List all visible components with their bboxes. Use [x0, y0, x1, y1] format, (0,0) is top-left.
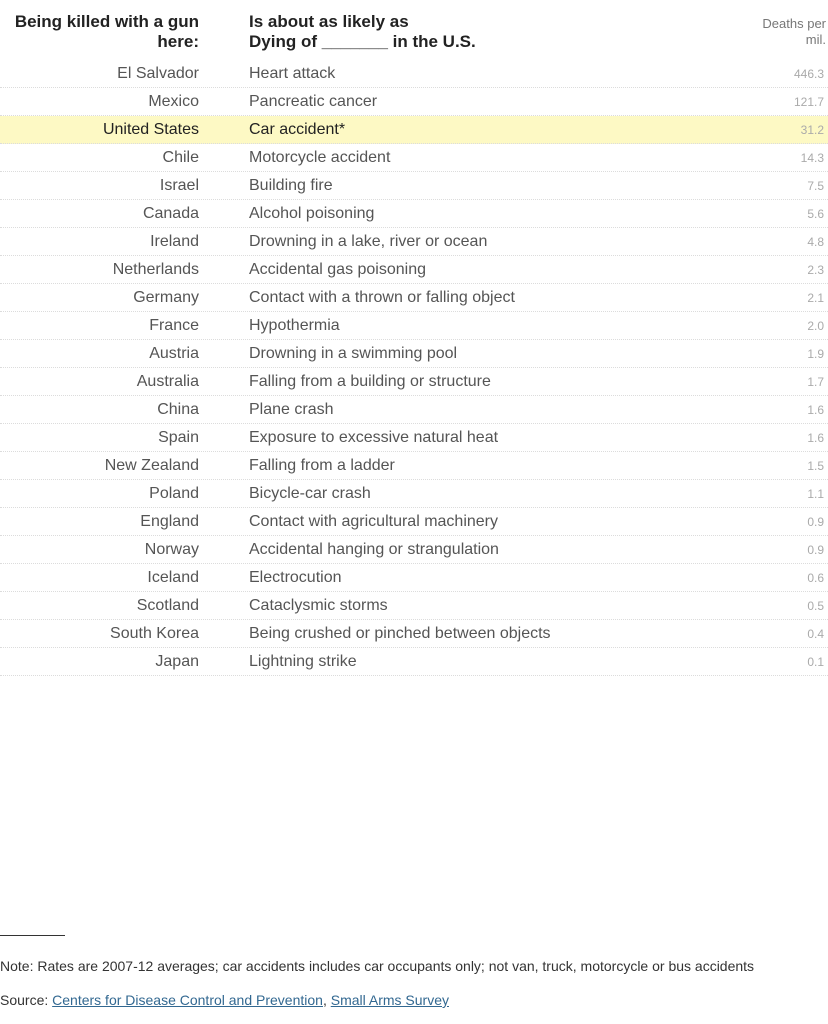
rate-cell: 7.5 [807, 179, 824, 193]
country-cell: Canada [142, 205, 199, 222]
source-separator: , [322, 992, 327, 1008]
table-row [0, 396, 828, 424]
table-row [0, 480, 828, 508]
cause-cell: Alcohol poisoning [249, 205, 375, 222]
rate-cell: 2.1 [807, 291, 824, 305]
rate-cell: 446.3 [793, 67, 824, 81]
country-cell: Scotland [136, 597, 199, 614]
table-row [0, 508, 828, 536]
country-cell: Netherlands [112, 261, 199, 278]
rate-cell: 31.2 [800, 123, 824, 137]
table-row [0, 60, 828, 88]
country-cell: Poland [149, 485, 199, 502]
rate-cell: 2.3 [807, 263, 824, 277]
country-cell: El Salvador [117, 65, 199, 82]
table-row [0, 648, 828, 676]
table-header [0, 12, 828, 62]
country-cell: Iceland [147, 569, 199, 586]
footnote-source [0, 991, 828, 1009]
cause-cell: Heart attack [249, 65, 336, 82]
country-cell: Australia [136, 373, 199, 390]
table-row [0, 256, 828, 284]
source-link-cdc[interactable]: Centers for Disease Control and Prevention [52, 992, 323, 1008]
rate-cell: 4.8 [807, 235, 824, 249]
cause-cell: Pancreatic cancer [249, 93, 378, 110]
cause-cell: Bicycle-car crash [249, 485, 371, 502]
rate-cell: 1.9 [807, 347, 824, 361]
country-cell: Israel [159, 177, 199, 194]
country-cell: Ireland [150, 233, 199, 250]
country-cell: Austria [149, 345, 199, 362]
rate-cell: 0.1 [807, 655, 824, 669]
source-prefix: Source: [0, 992, 49, 1008]
table-row [0, 592, 828, 620]
cause-cell: Plane crash [249, 401, 334, 418]
table-row [0, 312, 828, 340]
cause-column-header [249, 12, 649, 52]
table-row [0, 340, 828, 368]
cause-header-line-2: Dying of _______ in the U.S. [249, 32, 476, 51]
rate-cell: 1.1 [807, 487, 824, 501]
cause-cell: Falling from a building or structure [249, 373, 491, 390]
country-cell: England [140, 513, 199, 530]
cause-cell: Motorcycle accident [249, 149, 391, 166]
country-cell: Japan [155, 653, 199, 670]
country-cell: Spain [158, 429, 199, 446]
table-row [0, 452, 828, 480]
cause-cell: Exposure to excessive natural heat [249, 429, 499, 446]
rate-cell: 2.0 [807, 319, 824, 333]
rate-cell: 0.6 [807, 571, 824, 585]
table-row [0, 200, 828, 228]
cause-cell: Drowning in a lake, river or ocean [249, 233, 488, 250]
cause-cell: Drowning in a swimming pool [249, 345, 458, 362]
table-row [0, 424, 828, 452]
cause-header-line-1: Is about as likely as [249, 12, 409, 31]
cause-cell: Accidental hanging or strangulation [249, 541, 499, 558]
country-column-header: Being killed with a gun here: [14, 12, 199, 51]
country-cell: United States [102, 121, 199, 138]
cause-cell: Contact with agricultural machinery [249, 513, 498, 530]
rate-cell: 1.6 [807, 403, 824, 417]
country-cell: Norway [144, 541, 199, 558]
rate-cell: 1.6 [807, 431, 824, 445]
cause-cell: Cataclysmic storms [249, 597, 388, 614]
rate-cell: 0.9 [807, 515, 824, 529]
cause-cell: Car accident* [249, 121, 346, 138]
rate-cell: 0.4 [807, 627, 824, 641]
cause-cell: Falling from a ladder [249, 457, 395, 474]
rate-cell: 0.5 [807, 599, 824, 613]
cause-cell: Accidental gas poisoning [249, 261, 427, 278]
table-row [0, 564, 828, 592]
rate-cell: 121.7 [793, 95, 824, 109]
rate-cell: 0.9 [807, 543, 824, 557]
cause-cell: Being crushed or pinched between objects [249, 625, 551, 642]
footnote-divider [0, 935, 65, 936]
rate-cell: 1.5 [807, 459, 824, 473]
country-cell: South Korea [110, 625, 199, 642]
country-cell: Mexico [148, 93, 199, 110]
cause-cell: Electrocution [249, 569, 342, 586]
table-row [0, 368, 828, 396]
table-row [0, 228, 828, 256]
country-cell: China [157, 401, 199, 418]
country-cell: France [149, 317, 199, 334]
rate-cell: 1.7 [807, 375, 824, 389]
rate-cell: 5.6 [807, 207, 824, 221]
source-link-small-arms-survey[interactable]: Small Arms Survey [330, 992, 449, 1008]
country-cell: Chile [162, 149, 199, 166]
cause-cell: Lightning strike [249, 653, 357, 670]
comparison-table [0, 60, 828, 676]
rate-cell: 14.3 [800, 151, 824, 165]
country-cell: Germany [133, 289, 199, 306]
table-row [0, 172, 828, 200]
table-row [0, 284, 828, 312]
cause-cell: Hypothermia [249, 317, 340, 334]
table-row [0, 536, 828, 564]
table-row [0, 144, 828, 172]
cause-cell: Building fire [249, 177, 333, 194]
cause-cell: Contact with a thrown or falling object [249, 289, 515, 306]
country-cell: New Zealand [104, 457, 199, 474]
table-row-highlighted [0, 116, 828, 144]
table-row [0, 88, 828, 116]
footnote-note: Note: Rates are 2007-12 averages; car accidents includes car occupants only; not van, truck, motorcycle or bus accidents [0, 958, 755, 974]
rate-column-header: Deaths per mil. [762, 16, 826, 47]
table-row [0, 620, 828, 648]
